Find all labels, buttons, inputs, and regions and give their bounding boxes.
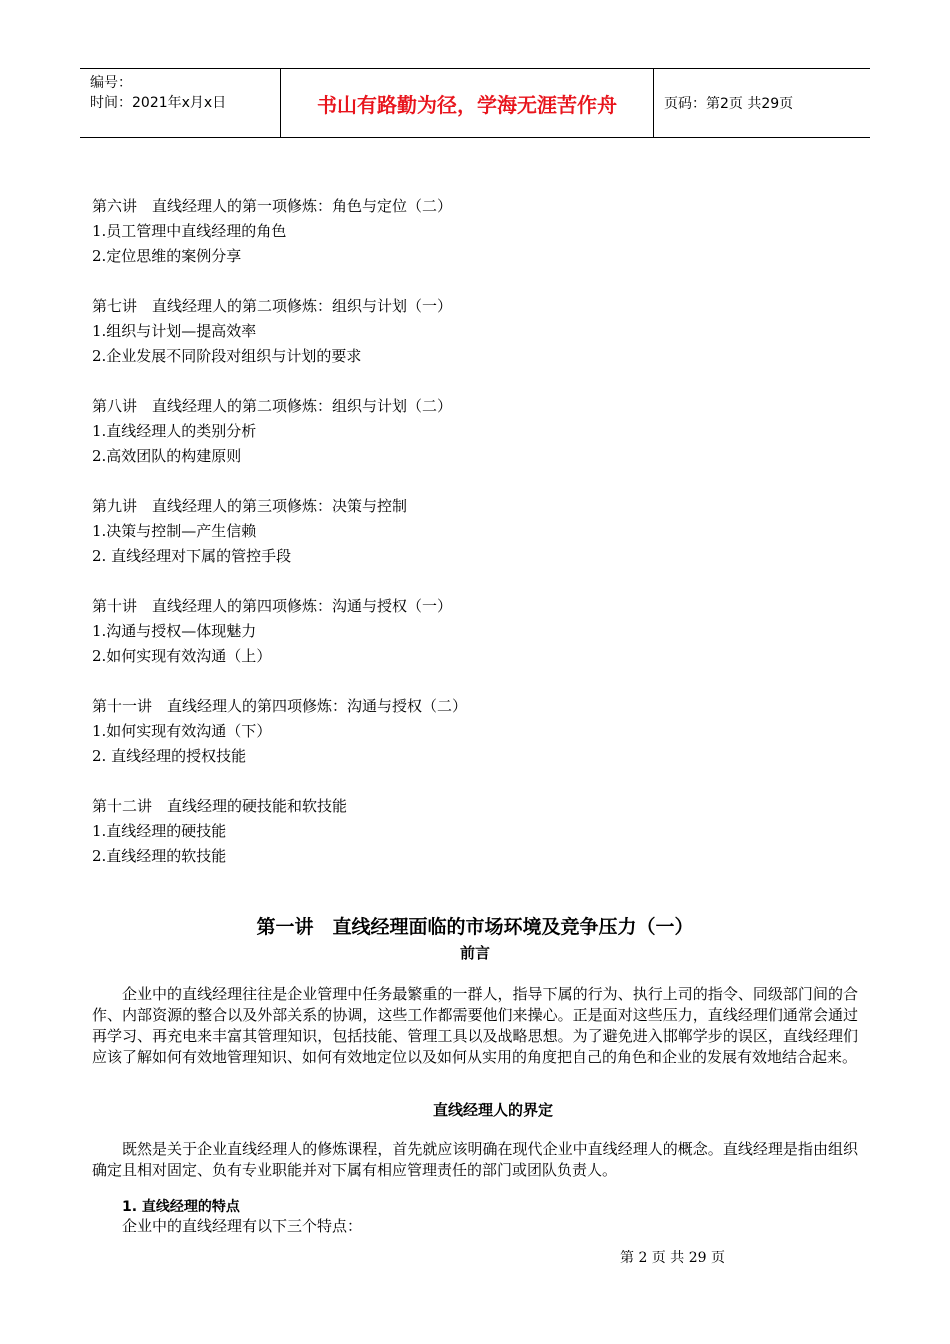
toc-section (92, 694, 852, 769)
page-footer: 第 2 页 共 29 页 (620, 1250, 725, 1266)
toc-section-title: 第九讲 直线经理人的第三项修炼：决策与控制 (92, 497, 408, 515)
toc-item: 1.员工管理中直线经理的角色 (92, 222, 287, 240)
section-title: 直线经理人的界定 (432, 1101, 553, 1119)
toc-section (92, 494, 852, 569)
toc-section (92, 294, 852, 369)
toc-item: 2.直线经理的软技能 (92, 847, 227, 865)
toc-section-title: 第八讲 直线经理人的第二项修炼：组织与计划（二） (92, 397, 453, 415)
subsection-title: 1. 直线经理的特点 (122, 1199, 240, 1215)
definition-paragraph: 既然是关于企业直线经理人的修炼课程，首先就应该明确在现代企业中直线经理人的概念。直线经理是指由组织确定且相对固定、负有专业职能并对下属有相应管理责任的部门或团队负责人。 (92, 1140, 858, 1179)
header-motto-cell (281, 69, 654, 137)
chapter-title: 第一讲 直线经理面临的市场环境及竞争压力（一） (256, 916, 694, 938)
toc-section (92, 194, 852, 269)
toc-item: 1.组织与计划—提高效率 (92, 322, 257, 340)
toc-item: 1.直线经理人的类别分析 (92, 422, 257, 440)
toc-item: 2.定位思维的案例分享 (92, 247, 242, 265)
toc-item: 1.决策与控制—产生信赖 (92, 522, 257, 540)
table-of-contents (92, 194, 852, 894)
toc-item: 1.如何实现有效沟通（下） (92, 722, 272, 740)
header-meta (80, 69, 281, 137)
preface-title: 前言 (459, 944, 490, 962)
toc-item: 2.如何实现有效沟通（上） (92, 647, 272, 665)
toc-section (92, 394, 852, 469)
toc-section-title: 第十讲 直线经理人的第四项修炼：沟通与授权（一） (92, 597, 453, 615)
subsection-text: 企业中的直线经理有以下三个特点： (122, 1217, 363, 1235)
document-date: 时间：2021年x月x日 (90, 95, 227, 111)
toc-section-title: 第七讲 直线经理人的第二项修炼：组织与计划（一） (92, 297, 453, 315)
header-motto: 书山有路勤为径，学海无涯苦作舟 (317, 92, 617, 117)
toc-section-title: 第十二讲 直线经理的硬技能和软技能 (92, 797, 348, 815)
toc-section-title: 第六讲 直线经理人的第一项修炼：角色与定位（二） (92, 197, 453, 215)
toc-section (92, 794, 852, 869)
document-number: 编号： (90, 75, 132, 91)
toc-item: 2. 直线经理的授权技能 (92, 747, 247, 765)
toc-item: 1.直线经理的硬技能 (92, 822, 227, 840)
preface-paragraph: 企业中的直线经理往往是企业管理中任务最繁重的一群人，指导下属的行为、执行上司的指令、同级部门间的合作、内部资源的整合以及外部关系的协调，这些工作都需要他们来操心。正是面对这些压力，直线经理们通常会通过再学习、再充电来丰富其管理知识，包括技能、管理工具以及战略思想。为了避免进入邯郸学步的误区，直线经理们应该了解如何有效地管理知识、如何有效地定位以及如何从实用的角度把自己的角色和企业的发展有效地结合起来。 (92, 985, 858, 1066)
toc-section-title: 第十一讲 直线经理人的第四项修炼：沟通与授权（二） (92, 697, 468, 715)
page-header (80, 68, 870, 138)
toc-section (92, 594, 852, 669)
toc-item: 2.高效团队的构建原则 (92, 447, 242, 465)
toc-item: 2.企业发展不同阶段对组织与计划的要求 (92, 347, 362, 365)
header-page-cell (654, 69, 870, 137)
toc-item: 1.沟通与授权—体现魅力 (92, 622, 257, 640)
header-page-info: 页码：第2页 共29页 (664, 96, 794, 112)
toc-item: 2. 直线经理对下属的管控手段 (92, 547, 292, 565)
